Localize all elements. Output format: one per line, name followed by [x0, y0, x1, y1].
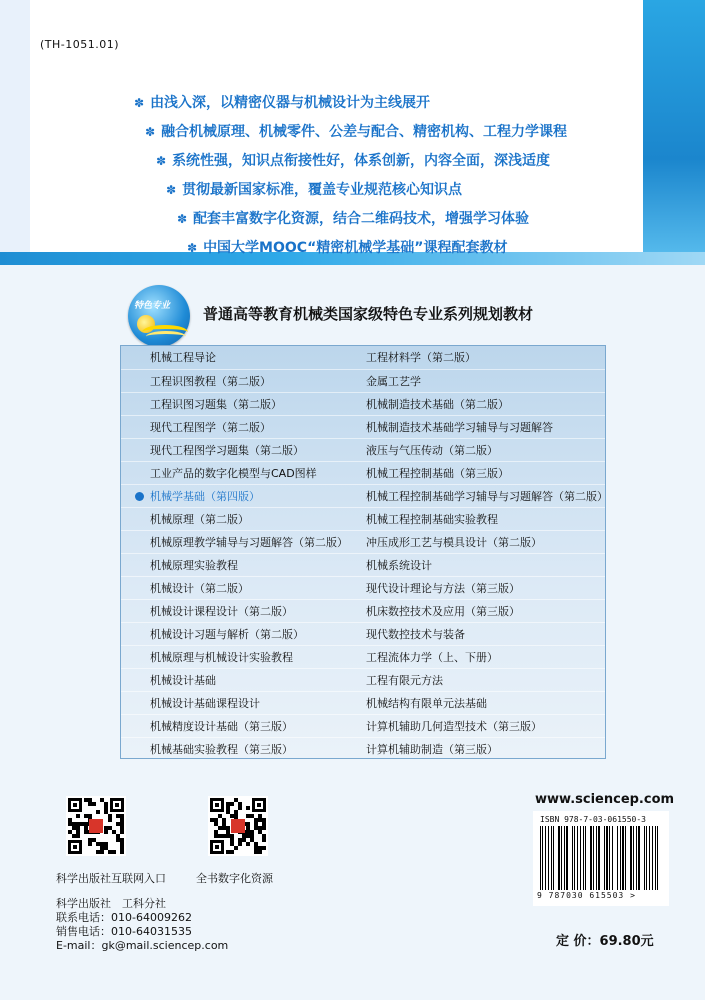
- book-row: [121, 599, 605, 623]
- qr-code-internet-entry[interactable]: [66, 796, 126, 856]
- qr-module: [108, 818, 112, 822]
- price: 定 价：69.80元: [556, 934, 654, 949]
- qr-module: [120, 850, 124, 854]
- catalog-code: (TH-1051.01): [40, 38, 120, 51]
- book-title-left: 机械设计课程设计（第二版）: [150, 605, 293, 618]
- qr-module: [262, 826, 266, 830]
- isbn-text: ISBN 978-7-03-061550-3: [540, 815, 646, 824]
- qr-module: [246, 806, 250, 810]
- book-row: [121, 507, 605, 531]
- star-icon: ✽: [145, 125, 156, 139]
- publisher-name: 科学出版社 工科分社: [56, 897, 166, 910]
- book-row: [121, 576, 605, 600]
- book-row: [121, 484, 608, 508]
- star-icon: ✽: [166, 183, 177, 197]
- qr-module: [262, 846, 266, 850]
- book-title-right: 冲压成形工艺与模具设计（第二版）: [366, 536, 542, 549]
- book-title-left: 机械原理与机械设计实验教程: [150, 651, 293, 664]
- book-title-left: 现代工程图学习题集（第二版）: [150, 444, 304, 457]
- qr-module: [230, 802, 234, 806]
- qr-logo-icon: [231, 819, 245, 833]
- book-title-right: 计算机辅助制造（第三版）: [366, 743, 498, 756]
- current-book-marker-icon: [135, 492, 144, 501]
- book-row: [121, 461, 605, 485]
- book-title-right: 工程流体力学（上、下册）: [366, 651, 498, 664]
- book-row: [121, 553, 605, 577]
- book-title-left: 工程识图习题集（第二版）: [150, 398, 282, 411]
- series-logo-text: 特色专业: [134, 301, 171, 311]
- feature-item: ✽ 贯彻最新国家标准，覆盖专业规范核心知识点: [166, 182, 463, 198]
- series-logo: [128, 285, 190, 347]
- qr-logo-icon: [89, 819, 103, 833]
- publisher-phone: 联系电话：010-64009262: [56, 911, 192, 924]
- star-icon: ✽: [156, 154, 167, 168]
- book-title-right: 机床数控技术及应用（第三版）: [366, 605, 520, 618]
- feature-item: ✽ 系统性强，知识点衔接性好，体系创新，内容全面，深浅适度: [156, 153, 551, 169]
- book-title-right: 工程有限元方法: [366, 674, 443, 687]
- book-row: [121, 346, 605, 369]
- qr-module: [262, 838, 266, 842]
- qr-module: [120, 830, 124, 834]
- qr-code-digital-resources[interactable]: [208, 796, 268, 856]
- blue-stripe-right: [643, 0, 705, 265]
- book-title-left: 机械精度设计基础（第三版）: [150, 720, 293, 733]
- star-icon: ✽: [134, 96, 145, 110]
- qr-module: [258, 850, 262, 854]
- book-title-right: 现代数控技术与装备: [366, 628, 465, 641]
- qr-module: [238, 806, 242, 810]
- star-icon: ✽: [177, 212, 188, 226]
- book-title-left: 机械工程导论: [150, 351, 216, 364]
- wave-icon: [146, 331, 186, 342]
- qr-finder-pattern: [68, 798, 82, 812]
- book-title-right: 机械工程控制基础（第三版）: [366, 467, 509, 480]
- book-title-right: 计算机辅助几何造型技术（第三版）: [366, 720, 542, 733]
- qr-label-internet-entry: 科学出版社互联网入口: [56, 872, 166, 885]
- qr-module: [112, 850, 116, 854]
- book-row: [121, 369, 605, 393]
- feature-item: ✽ 融合机械原理、机械零件、公差与配合、精密机构、工程力学课程: [145, 124, 568, 140]
- qr-module: [100, 850, 104, 854]
- book-title-right: 机械工程控制基础实验教程: [366, 513, 498, 526]
- website-url: www.sciencep.com: [535, 792, 675, 807]
- qr-module: [238, 842, 242, 846]
- book-title-right: 机械制造技术基础学习辅导与习题解答: [366, 421, 553, 434]
- book-row: [121, 714, 605, 738]
- barcode-digits: 9 787030 615503 >: [537, 891, 636, 900]
- feature-item: ✽ 由浅入深，以精密仪器与机械设计为主线展开: [134, 95, 431, 111]
- book-row: [121, 438, 605, 462]
- star-icon: ✽: [187, 241, 198, 255]
- book-title-left: 机械原理（第二版）: [150, 513, 249, 526]
- book-title-right: 机械工程控制基础学习辅导与习题解答（第二版）: [366, 490, 608, 503]
- feature-item: ✽ 中国大学MOOC“精密机械学基础”课程配套教材: [187, 240, 508, 256]
- series-title: 普通高等教育机械类国家级特色专业系列规划教材: [203, 305, 534, 323]
- book-row: [121, 415, 605, 439]
- qr-finder-pattern: [110, 798, 124, 812]
- book-title-left: 机械设计基础: [150, 674, 216, 687]
- qr-module: [96, 810, 100, 814]
- qr-finder-pattern: [210, 798, 224, 812]
- book-title-right: 现代设计理论与方法（第三版）: [366, 582, 520, 595]
- book-title-right: 机械结构有限单元法基础: [366, 697, 487, 710]
- book-row: [121, 645, 605, 669]
- qr-module: [88, 842, 92, 846]
- book-row: [121, 691, 605, 715]
- book-title-right: 机械制造技术基础（第二版）: [366, 398, 509, 411]
- book-title-left: 现代工程图学（第二版）: [150, 421, 271, 434]
- isbn-barcode: [533, 811, 669, 906]
- book-title-left: 机械学基础（第四版）: [150, 490, 260, 503]
- book-row: [121, 392, 605, 416]
- qr-module: [104, 830, 108, 834]
- book-title-left: 机械设计习题与解析（第二版）: [150, 628, 304, 641]
- qr-module: [76, 834, 80, 838]
- book-title-left: 工程识图教程（第二版）: [150, 375, 271, 388]
- qr-module: [230, 850, 234, 854]
- book-title-left: 机械原理教学辅导与习题解答（第二版）: [150, 536, 348, 549]
- book-title-right: 金属工艺学: [366, 375, 421, 388]
- barcode-bars-overlay: [540, 826, 662, 890]
- book-title-left: 工业产品的数字化模型与CAD图样: [150, 467, 317, 480]
- qr-module: [234, 846, 238, 850]
- qr-module: [76, 814, 80, 818]
- book-row: [121, 737, 605, 761]
- qr-finder-pattern: [210, 840, 224, 854]
- book-title-left: 机械基础实验教程（第三版）: [150, 743, 293, 756]
- qr-module: [246, 842, 250, 846]
- feature-panel: [0, 0, 705, 265]
- book-title-left: 机械设计基础课程设计: [150, 697, 260, 710]
- book-list: [120, 345, 606, 759]
- book-title-right: 机械系统设计: [366, 559, 432, 572]
- book-title-right: 工程材料学（第二版）: [366, 351, 476, 364]
- qr-finder-pattern: [252, 798, 266, 812]
- qr-finder-pattern: [68, 840, 82, 854]
- book-title-left: 机械原理实验教程: [150, 559, 238, 572]
- qr-module: [92, 802, 96, 806]
- book-row: [121, 668, 605, 692]
- publisher-sales-phone: 销售电话：010-64031535: [56, 925, 192, 938]
- book-row: [121, 530, 605, 554]
- book-title-right: 液压与气压传动（第二版）: [366, 444, 498, 457]
- book-row: [121, 622, 605, 646]
- publisher-email: E-mail：gk@mail.sciencep.com: [56, 939, 229, 952]
- feature-item: ✽ 配套丰富数字化资源，结合二维码技术，增强学习体验: [177, 211, 530, 227]
- book-title-left: 机械设计（第二版）: [150, 582, 249, 595]
- qr-label-digital-resources: 全书数字化资源: [196, 872, 273, 885]
